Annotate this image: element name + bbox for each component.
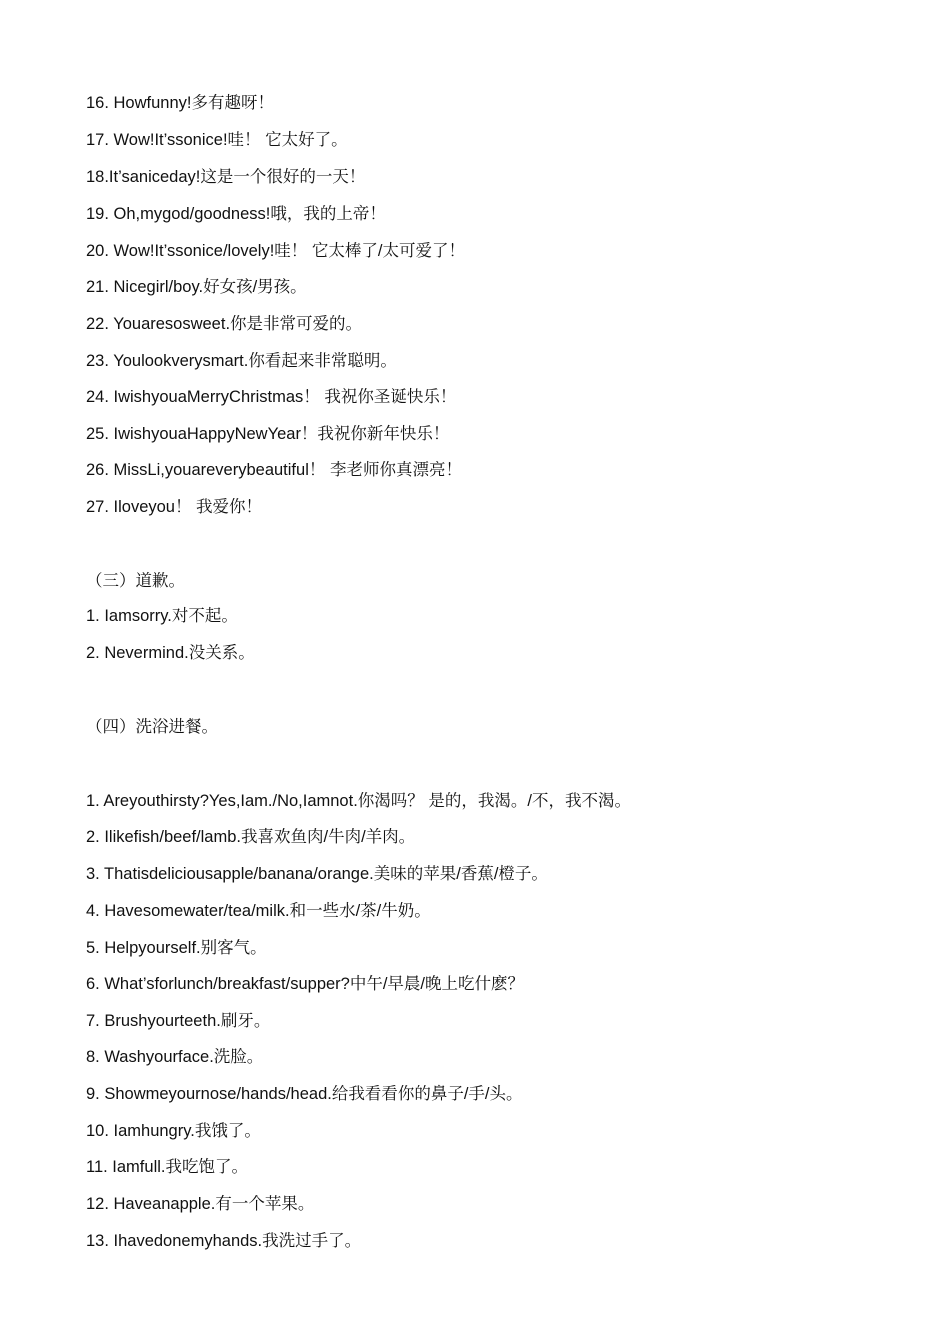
phrase-line: 1. Areyouthirsty?Yes,Iam./No,Iamnot.你渴吗？ 是的，我渴。/不，我不渴。	[86, 792, 631, 810]
section-heading-apology: （三）道歉。	[86, 572, 185, 590]
phrase-line: 9. Showmeyournose/hands/head.给我看看你的鼻子/手/头。	[86, 1085, 523, 1103]
phrase-line: 18.It’saniceday!这是一个很好的一天！	[86, 168, 366, 186]
phrase-line: 24. IwishyouaMerryChristmas！ 我祝你圣诞快乐！	[86, 388, 457, 406]
phrase-line: 22. Youaresosweet.你是非常可爱的。	[86, 315, 363, 333]
phrase-line: 1. Iamsorry.对不起。	[86, 607, 238, 625]
phrase-line: 10. Iamhungry.我饿了。	[86, 1122, 261, 1140]
phrase-line: 2. Nevermind.没关系。	[86, 644, 255, 662]
phrase-line: 12. Haveanapple.有一个苹果。	[86, 1195, 315, 1213]
phrase-line: 19. Oh,mygod/goodness!哦，我的上帝！	[86, 205, 386, 223]
phrase-line: 27. Iloveyou！ 我爱你！	[86, 498, 263, 516]
phrase-line: 16. Howfunny!多有趣呀！	[86, 94, 274, 112]
phrase-line: 17. Wow!It’ssonice!哇！ 它太好了。	[86, 131, 348, 149]
phrase-line: 26. MissLi,youareverybeautiful！ 李老师你真漂亮！	[86, 461, 462, 479]
phrase-line: 4. Havesomewater/tea/milk.和一些水/茶/牛奶。	[86, 902, 431, 920]
phrase-line: 20. Wow!It’ssonice/lovely!哇！ 它太棒了/太可爱了！	[86, 242, 465, 260]
phrase-line: 6. What’sforlunch/breakfast/supper?中午/早晨/晚上吃什麽？	[86, 975, 525, 993]
phrase-line: 5. Helpyourself.别客气。	[86, 939, 267, 957]
phrase-line: 3. Thatisdeliciousapple/banana/orange.美味的苹果/香蕉/橙子。	[86, 865, 548, 883]
phrase-line: 25. IwishyouaHappyNewYear！我祝你新年快乐！	[86, 425, 450, 443]
phrase-line: 13. Ihavedonemyhands.我洗过手了。	[86, 1232, 362, 1250]
phrase-line: 2. Ilikefish/beef/lamb.我喜欢鱼肉/牛肉/羊肉。	[86, 828, 416, 846]
phrase-line: 11. Iamfull.我吃饱了。	[86, 1158, 248, 1176]
phrase-line: 7. Brushyourteeth.刷牙。	[86, 1012, 271, 1030]
phrase-line: 21. Nicegirl/boy.好女孩/男孩。	[86, 278, 307, 296]
phrase-line: 8. Washyourface.洗脸。	[86, 1048, 264, 1066]
phrase-line: 23. Youlookverysmart.你看起来非常聪明。	[86, 352, 397, 370]
section-heading-washing-dining: （四）洗浴进餐。	[86, 718, 218, 736]
